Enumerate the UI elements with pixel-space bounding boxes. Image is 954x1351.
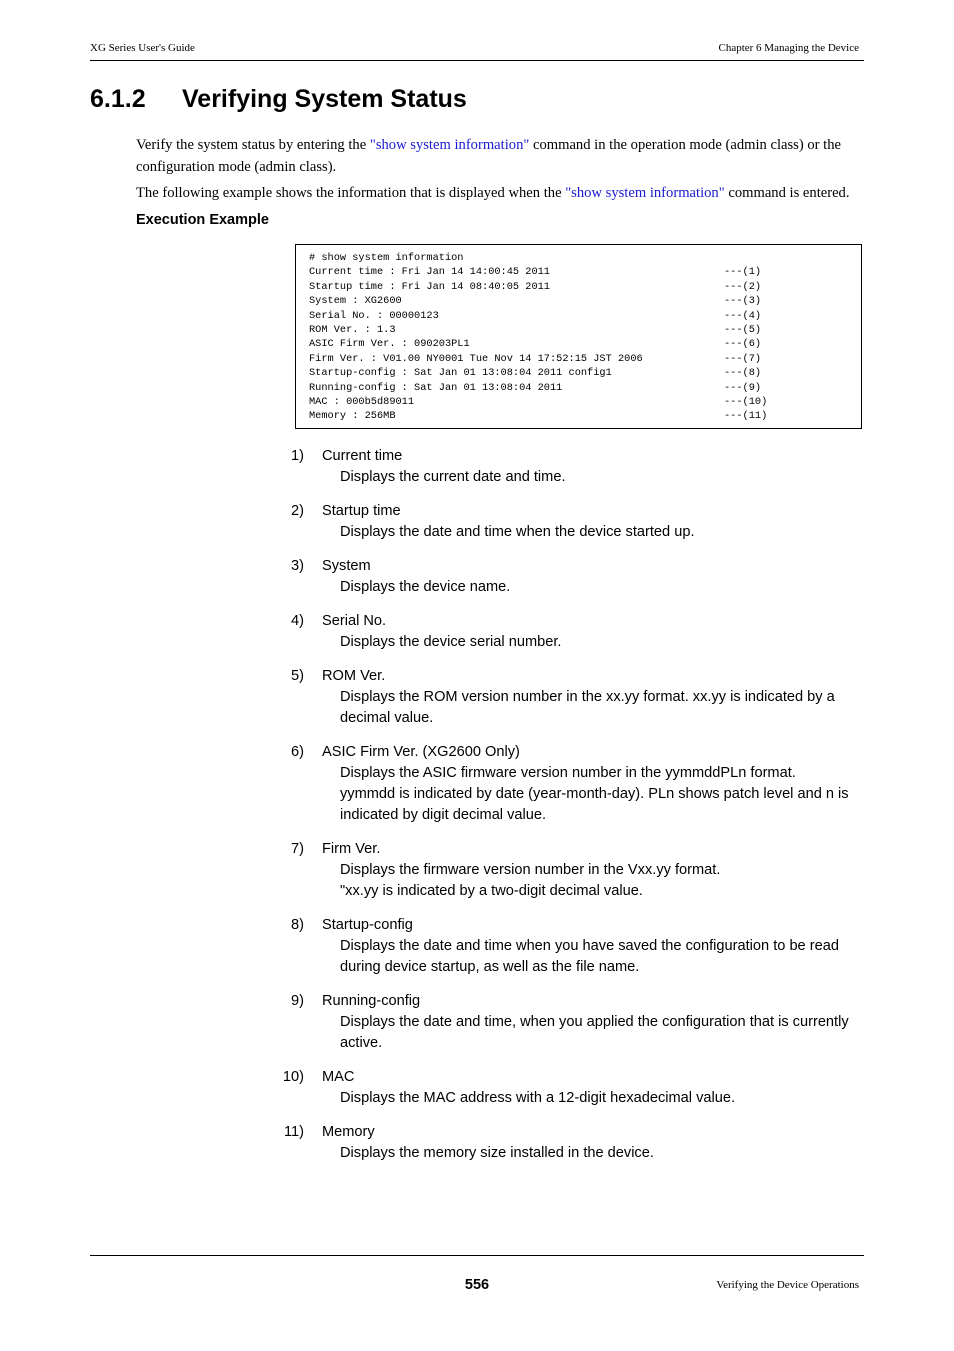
code-line	[309, 265, 849, 279]
running-footer-section: Verifying the Device Operations	[716, 1279, 859, 1291]
code-text: Startup-config : Sat Jan 01 13:08:04 2011 config1	[309, 367, 612, 380]
list-item-head	[282, 991, 864, 1012]
list-item-term: ASIC Firm Ver. (XG2600 Only)	[322, 744, 520, 760]
code-line	[309, 366, 849, 380]
list-item-head	[282, 666, 864, 687]
list-item	[282, 1067, 864, 1109]
code-ref-marker: ---(10)	[724, 395, 768, 408]
code-ref-marker: ---(1)	[724, 266, 762, 279]
code-ref-marker: ---(2)	[724, 280, 762, 293]
list-item-number: 8)	[291, 917, 304, 933]
command-link[interactable]: "show system information"	[369, 137, 530, 153]
command-link[interactable]: "show system information"	[565, 185, 725, 201]
section-number: 6.1.2	[90, 85, 146, 113]
list-item-number: 7)	[291, 841, 304, 857]
code-text: Running-config : Sat Jan 01 13:08:04 2011	[309, 381, 563, 394]
list-item-term: ROM Ver.	[322, 668, 386, 684]
code-line	[309, 309, 849, 323]
list-item-term: Running-config	[322, 993, 421, 1009]
intro-text: Verify the system status by entering the	[136, 137, 370, 153]
list-item-description: Displays the date and time when the device started up.	[340, 524, 695, 540]
code-text: Firm Ver. : V01.00 NY0001 Tue Nov 14 17:52:15 JST 2006	[309, 352, 643, 365]
list-item-term: System	[322, 558, 371, 574]
footer-rule	[90, 1255, 864, 1256]
list-item-head	[282, 501, 864, 522]
code-line	[309, 381, 849, 395]
list-item-description: Displays the device serial number.	[340, 634, 562, 650]
page-number: 556	[464, 1277, 490, 1293]
code-line	[309, 294, 849, 308]
list-item-description: Displays the date and time when you have saved the configuration to be read during device startup, as well as the file name.	[340, 938, 839, 975]
list-item-head	[282, 446, 864, 467]
list-item-description: Displays the device name.	[340, 579, 511, 595]
list-item	[282, 991, 864, 1054]
list-item-head	[282, 611, 864, 632]
code-text: Serial No. : 00000123	[309, 309, 439, 322]
code-text: ROM Ver. : 1.3	[309, 323, 396, 336]
list-item-description: Displays the ASIC firmware version number in the yymmddPLn format. yymmdd is indicated by date (year-month-day). PLn shows patch level and n is indicated by digit decimal value.	[340, 765, 849, 823]
running-header-title: XG Series User's Guide	[90, 42, 195, 54]
list-item-head	[282, 1122, 864, 1143]
header-rule	[90, 60, 864, 61]
list-item-term: Startup-config	[322, 917, 413, 933]
code-line	[309, 409, 849, 423]
list-item-description: Displays the date and time, when you applied the configuration that is currently active.	[340, 1014, 849, 1051]
code-ref-marker: ---(3)	[724, 295, 762, 308]
list-item-number: 4)	[291, 613, 304, 629]
list-item-head	[282, 839, 864, 860]
intro-text: The following example shows the information that is displayed when the	[136, 185, 566, 201]
code-ref-marker: ---(5)	[724, 323, 762, 336]
intro-paragraph-1	[136, 134, 864, 178]
field-description-list	[282, 446, 864, 1177]
list-item-term: Serial No.	[322, 613, 387, 629]
code-text: # show system information	[309, 252, 464, 264]
code-ref-marker: ---(7)	[724, 352, 762, 365]
code-text: ASIC Firm Ver. : 090203PL1	[309, 338, 470, 351]
list-item-number: 9)	[291, 993, 304, 1009]
code-text: System : XG2600	[309, 295, 402, 308]
list-item-description: Displays the ROM version number in the xx.yy format. xx.yy is indicated by a decimal value.	[340, 689, 835, 726]
code-ref-marker: ---(8)	[724, 367, 762, 380]
list-item-description: Displays the memory size installed in the device.	[340, 1145, 654, 1161]
list-item	[282, 556, 864, 598]
list-item-term: Memory	[322, 1124, 375, 1140]
code-text: MAC : 000b5d89011	[309, 395, 415, 408]
list-item-head	[282, 556, 864, 577]
code-text: Current time : Fri Jan 14 14:00:45 2011	[309, 266, 550, 279]
list-item-head	[282, 742, 864, 763]
list-item	[282, 742, 864, 826]
code-line	[309, 280, 849, 294]
list-item-head	[282, 1067, 864, 1088]
execution-example-box	[295, 244, 862, 429]
intro-text: command is entered.	[724, 185, 850, 201]
list-item-term: Firm Ver.	[322, 841, 381, 857]
list-item	[282, 501, 864, 543]
intro-text: command in the operation mode (admin class) or the configuration mode (admin class).	[136, 137, 841, 175]
code-text: Memory : 256MB	[309, 410, 396, 423]
list-item-number: 2)	[291, 503, 304, 519]
list-item	[282, 1122, 864, 1164]
list-item	[282, 839, 864, 902]
list-item-description: Displays the current date and time.	[340, 469, 566, 485]
list-item-term: Current time	[322, 448, 403, 464]
code-line	[309, 251, 849, 265]
code-ref-marker: ---(4)	[724, 309, 762, 322]
list-item-description: Displays the MAC address with a 12-digit hexadecimal value.	[340, 1090, 736, 1106]
code-line	[309, 395, 849, 409]
list-item	[282, 446, 864, 488]
code-line	[309, 352, 849, 366]
code-line	[309, 323, 849, 337]
list-item-number: 5)	[291, 668, 304, 684]
code-ref-marker: ---(9)	[724, 381, 762, 394]
list-item-term: MAC	[322, 1069, 355, 1085]
list-item-number: 6)	[291, 744, 304, 760]
list-item-number: 1)	[291, 448, 304, 464]
running-header-chapter: Chapter 6 Managing the Device	[718, 42, 859, 54]
list-item-number: 3)	[291, 558, 304, 574]
list-item	[282, 611, 864, 653]
list-item	[282, 915, 864, 978]
list-item-number: 10)	[282, 1069, 304, 1085]
code-ref-marker: ---(11)	[724, 410, 768, 423]
section-heading	[90, 85, 467, 114]
intro-paragraph-2	[136, 182, 864, 204]
list-item-head	[282, 915, 864, 936]
code-ref-marker: ---(6)	[724, 338, 762, 351]
list-item-description: Displays the firmware version number in the Vxx.yy format. "xx.yy is indicated by a two-digit decimal value.	[340, 862, 721, 899]
code-text: Startup time : Fri Jan 14 08:40:05 2011	[309, 280, 550, 293]
code-line	[309, 337, 849, 351]
list-item-number: 11)	[283, 1124, 304, 1140]
section-title: Verifying System Status	[182, 85, 467, 113]
list-item-term: Startup time	[322, 503, 401, 519]
list-item	[282, 666, 864, 729]
execution-example-heading: Execution Example	[136, 212, 269, 228]
